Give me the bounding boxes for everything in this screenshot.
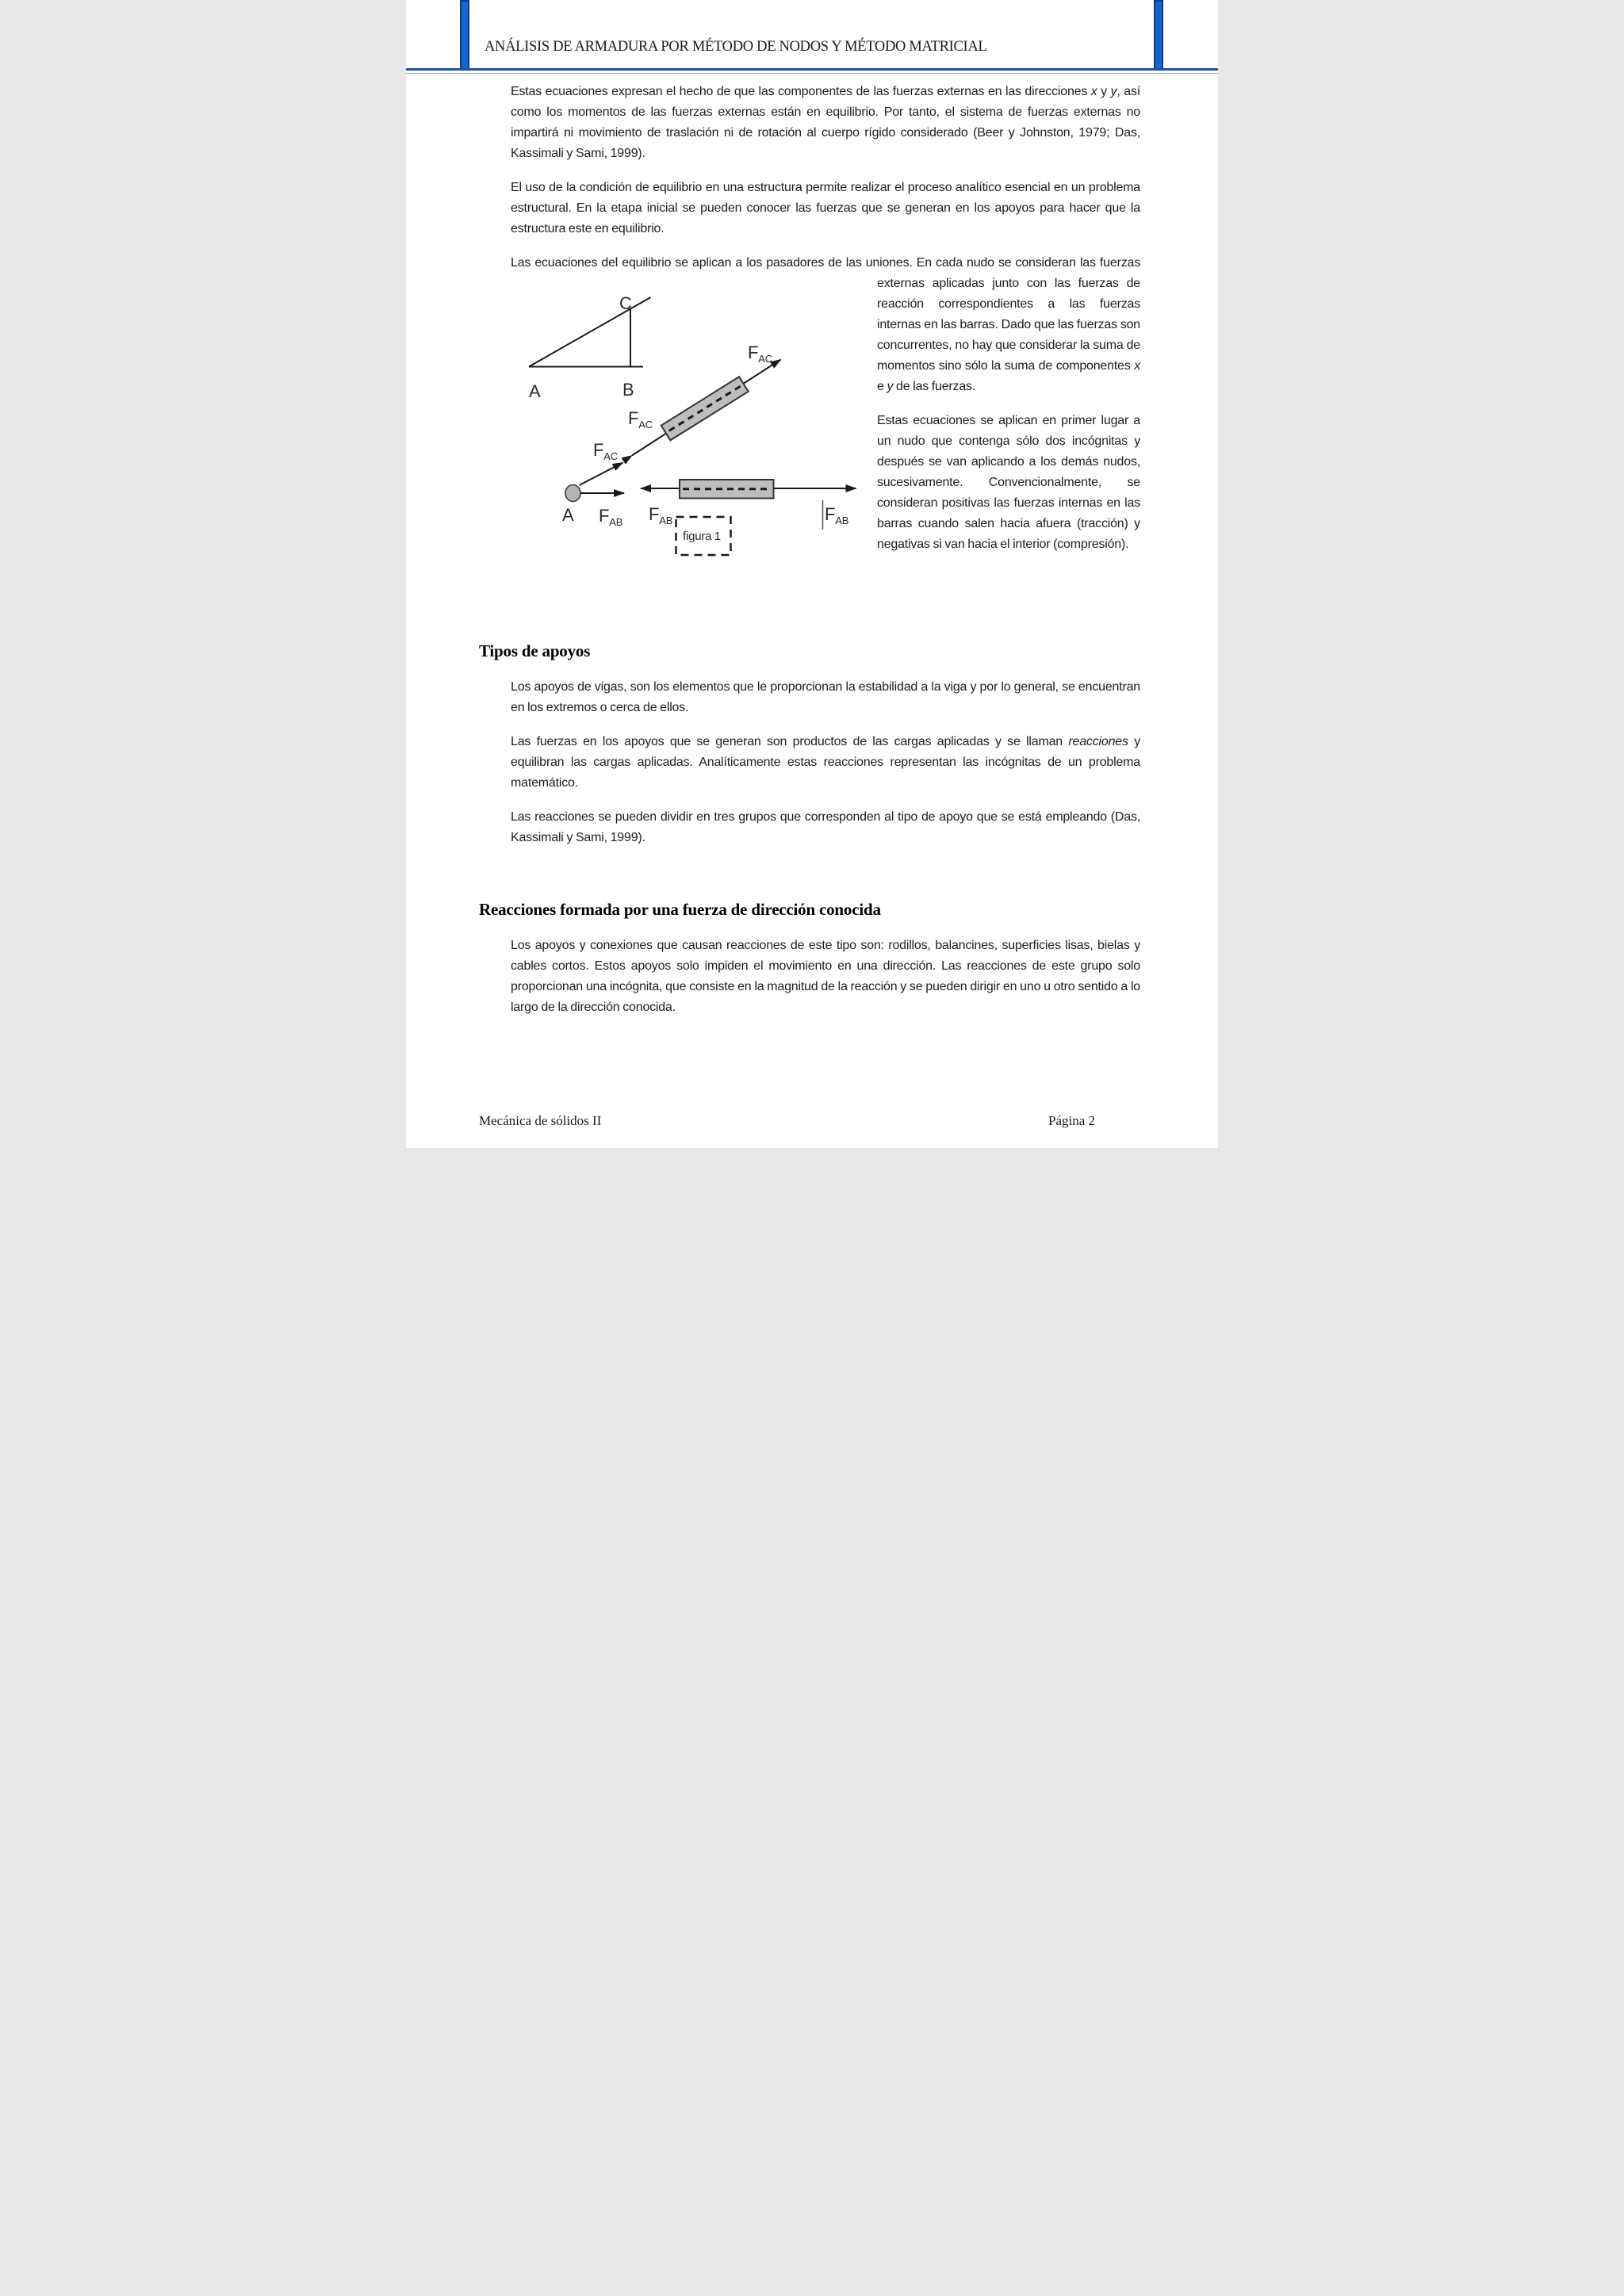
document-body (479, 82, 1140, 1031)
force-fab-right-label: $F_{AB}$ (825, 504, 849, 526)
section-heading-tipos-de-apoyos: Tipos de apoyos (479, 641, 591, 660)
force-fab-left-label: $F_{AB}$ (649, 504, 673, 526)
truss-figure-svg (505, 274, 871, 561)
node-a (565, 463, 624, 502)
header-rule-light (406, 73, 1218, 74)
triangle-diagram (529, 297, 651, 367)
paragraph-3-wrap: fuerzas externas aplicadas junto con las fuerzas de reacción correspondientes a las fuerzas internas en las barras. Dado que las fuerzas son concurrentes, no hay que considerar la suma de momentos sino sólo la suma de componentes x e y de las fuerzas. (877, 256, 1140, 393)
header-accent-bar-right (1154, 0, 1163, 70)
node-a-label: A (562, 505, 574, 525)
label-b: B (622, 380, 634, 400)
section-1-paragraph-1: Los apoyos de vigas, son los elementos que le proporcionan la estabilidad a la viga y por lo general, se encuentran en los extremos o cerca de ellos. (511, 680, 1140, 714)
paragraph-1: Estas ecuaciones expresan el hecho de que las componentes de las fuerzas externas en las direcciones x y y, así como los momentos de las fuerzas externas están en equilibrio. Por tanto, el sistema de fuerzas externas no impartirá ni movimiento de traslación ni de rotación al cuerpo rígido considerado (Beer y Johnston, 1979; Das, Kassimali y Sami, 1999). (511, 85, 1140, 160)
paragraph-3-lead: Las ecuaciones del equilibrio se aplican a los pasadores de las uniones. En cada nudo se consideran las (511, 256, 1100, 270)
header-rule (406, 68, 1218, 71)
paragraph-4: Estas ecuaciones se aplican en primer lugar a un nudo que contenga sólo dos incógnitas y después se van aplicando a los demás nudos, sucesivamente. Convencionalmente, se consideran positivas las fuerzas internas en las barras cuando salen hacia afuera (tracción) y negativas si van hacia el interior (compresión). (877, 414, 1140, 551)
section-1-paragraph-2: Las fuerzas en los apoyos que se generan son productos de las cargas aplicadas y se llaman reacciones y equilibran las cargas aplicadas. Analíticamente estas reacciones representan las incógnitas de un problema matemático. (511, 735, 1140, 790)
footer-course-label: Mecánica de sólidos II (479, 1113, 602, 1128)
figure-1 (511, 274, 877, 561)
footer-page-number: Página 2 (1048, 1113, 1096, 1128)
label-a: A (529, 381, 541, 401)
force-fab-node-label: $F_{AB}$ (599, 506, 623, 528)
document-title: ANÁLISIS DE ARMADURA POR MÉTODO DE NODOS Y MÉTODO MATRICIAL (485, 39, 987, 55)
section-1-paragraph-3: Las reacciones se pueden dividir en tres grupos que corresponden al tipo de apoyo que se está empleando (Das, Kassimali y Sami, 1999). (511, 810, 1140, 844)
bar-ac (632, 360, 781, 456)
label-c: C (619, 293, 632, 313)
force-fac-node-label: $F_{AC}$ (593, 440, 618, 462)
figure-caption-box (676, 517, 731, 555)
force-fac-mid-label: $F_{AC}$ (628, 408, 653, 430)
bar-ab (641, 480, 856, 499)
figure-caption: figura 1 (683, 530, 721, 543)
paragraph-2: El uso de la condición de equilibrio en una estructura permite realizar el proceso analítico esencial en un problema estructural. En la etapa inicial se pueden conocer las fuerzas que se generan en los apoyos para hacer que la estructura este en equilibrio. (511, 181, 1140, 235)
page-footer (406, 1113, 1218, 1137)
section-heading-reacciones: Reacciones formada por una fuerza de dirección conocida (479, 900, 881, 919)
header-accent-bar-left (460, 0, 469, 70)
force-fac-top-label: $F_{AC}$ (748, 342, 772, 365)
section-2-paragraph-1: Los apoyos y conexiones que causan reacciones de este tipo son: rodillos, balancines, superficies lisas, bielas y cables cortos. Estos apoyos solo impiden el movimiento en una dirección. Las reacciones de este grupo solo proporcionan una incógnita, que consiste en la magnitud de la reacción y se pueden dirigir en uno u otro sentido a lo largo de la dirección conocida. (511, 939, 1140, 1014)
document-page (406, 0, 1218, 1148)
